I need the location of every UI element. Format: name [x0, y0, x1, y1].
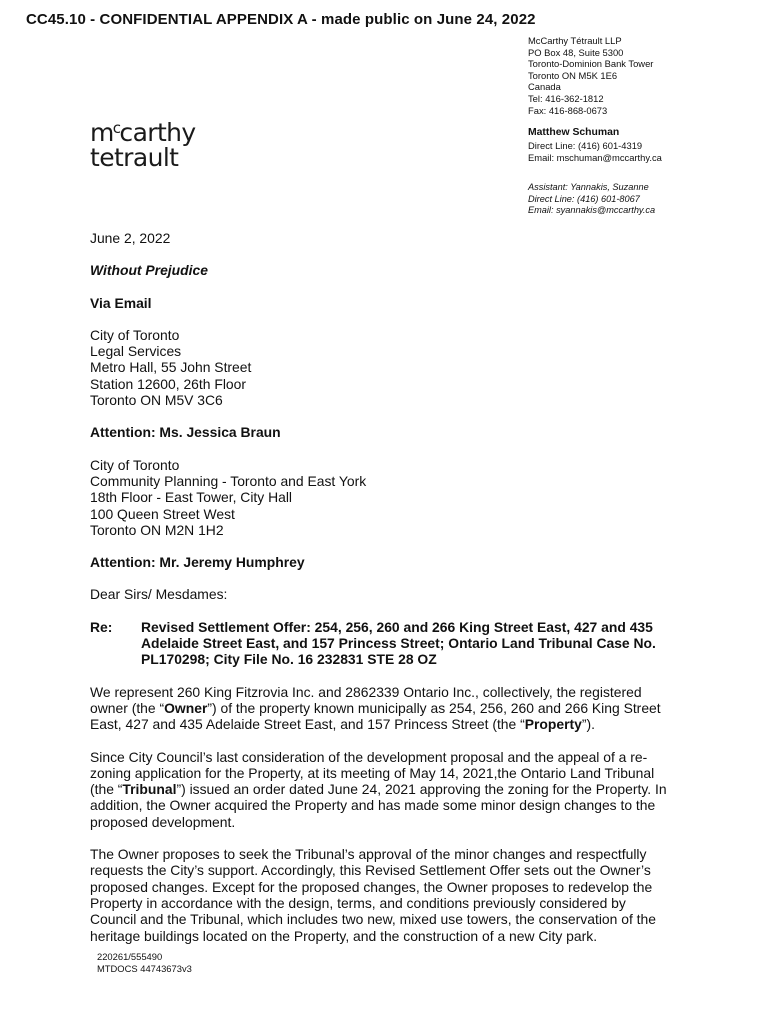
salutation: Dear Sirs/ Mesdames: [90, 586, 228, 603]
document-footer [97, 951, 192, 974]
logo-line-1: $m^ccarthy$ [90, 118, 196, 147]
lawyer-direct-line: Direct Line: (416) 601-4319 [528, 140, 643, 151]
firm-country: Canada [528, 81, 561, 93]
lawyer-email: Email: mschuman@mccarthy.ca [528, 152, 662, 163]
subject-line [90, 619, 670, 668]
subject-text: Revised Settlement Offer: 254, 256, 260 and 266 King Street East, 427 and 435 Adelaide Street East, and 157 Princess Street; Ontario Land Tribunal Case No. PL170298; City File No. 16 232831 STE 28 OZ [141, 618, 656, 668]
assistant-direct-line: Direct Line: (416) 601-8067 [528, 193, 640, 204]
recipient-address-2: City of Toronto Community Planning - Toronto and East York 18th Floor - East Tower, City Hall 100 Queen Street West Toronto ON M2N 1H2 [90, 456, 367, 538]
logo-line-2: tetrault [90, 143, 179, 172]
letter-date: June 2, 2022 [90, 230, 171, 246]
firm-building: Toronto-Dominion Bank Tower [528, 58, 654, 70]
attention-line-1: Attention: Ms. Jessica Braun [90, 424, 281, 441]
assistant-email: Email: syannakis@mccarthy.ca [528, 205, 656, 216]
paragraph-3: The Owner proposes to seek the Tribunal’s approval of the minor changes and respectfully requests the City’s support. Accordingly, this Revised Settlement Offer sets out the Owner’s proposed changes. Except for the proposed changes, the Owner proposes to redevelop the Property in accordance with the design, terms, and conditions previously considered by Council and the Tribunal, which includes two new, mixed use towers, the conservation of the heritage buildings located on the Property, and the construction of a new City park. [90, 846, 656, 944]
document-header: CC45.10 - CONFIDENTIAL APPENDIX A - made public on June 24, 2022 [26, 11, 536, 28]
recipient-address-1: City of Toronto Legal Services Metro Hall, 55 John Street Station 12600, 26th Floor Toronto ON M5V 3C6 [90, 326, 252, 409]
assistant-contact-block [528, 182, 655, 217]
delivery-method: Via Email [90, 294, 152, 311]
firm-fax: Fax: 416-868-0673 [528, 104, 608, 116]
attention-line-2: Attention: Mr. Jeremy Humphrey [90, 554, 305, 571]
lawyer-contact-block [528, 126, 662, 164]
without-prejudice-label: Without Prejudice [90, 262, 208, 279]
paragraph-2: Since City Council’s last consideration of the development proposal and the appeal of a re-zoning application for the Property, at its meeting of May 14, 2021,the Ontario Land Tribunal (the “Tribunal”) issued an order dated June 24, 2021 approving the zoning for the Property. In addition, the Owner acquired the Property and has made some minor design changes to the proposed development. [90, 748, 667, 830]
firm-po-box: PO Box 48, Suite 5300 [528, 46, 624, 58]
firm-address-block [528, 35, 653, 116]
footer-file-number: 220261/555490 [97, 951, 163, 962]
assistant-name: Assistant: Yannakis, Suzanne [528, 182, 649, 192]
firm-name: McCarthy Tétrault LLP [528, 35, 622, 46]
firm-city: Toronto ON M5K 1E6 [528, 69, 618, 81]
lawyer-name: Matthew Schuman [528, 127, 620, 138]
subject-label: Re: [90, 618, 113, 635]
footer-doc-id: MTDOCS 44743673v3 [97, 962, 192, 974]
paragraph-1: We represent 260 King Fitzrovia Inc. and 2862339 Ontario Inc., collectively, the registered owner (the “Owner”) of the property known municipally as 254, 256, 260 and 266 King Street East, 427 and 435 Adelaide Street East, and 157 Princess Street (the “Property”). [90, 683, 661, 733]
firm-tel: Tel: 416-362-1812 [528, 92, 604, 104]
firm-logo [90, 118, 196, 172]
letter-body [90, 230, 670, 944]
